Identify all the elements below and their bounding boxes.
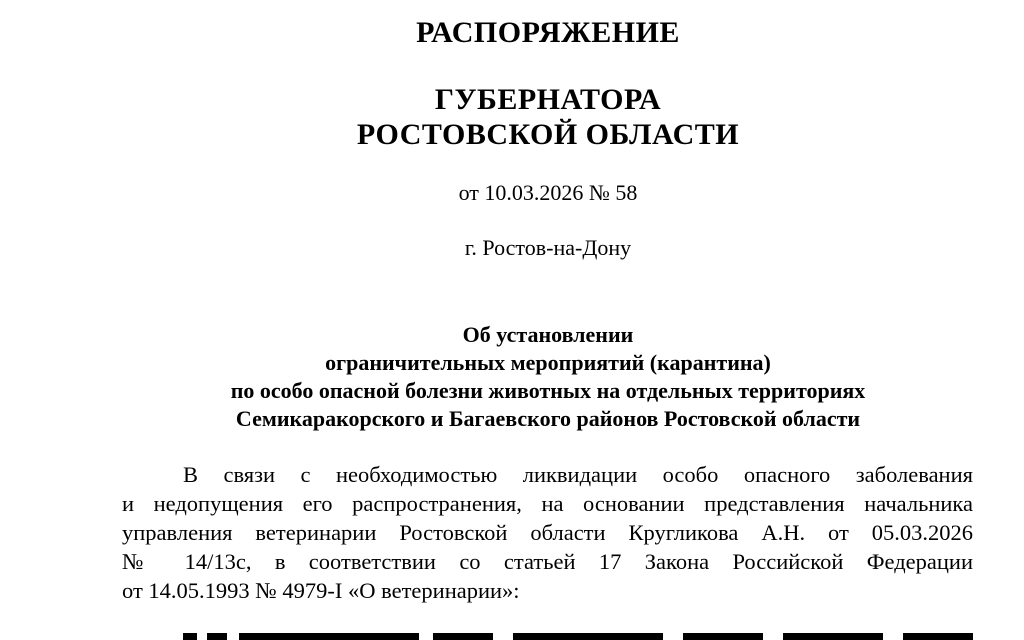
issuer-heading-line: РОСТОВСКОЙ ОБЛАСТИ bbox=[356, 118, 740, 151]
issuer-heading bbox=[0, 82, 1024, 152]
document-city: г. Ростов-на-Дону bbox=[464, 235, 632, 260]
body-line: и недопущения его распространения, на основании представления начальника bbox=[122, 491, 973, 516]
document-title bbox=[0, 321, 1024, 433]
document-type-heading: РАСПОРЯЖЕНИЕ bbox=[416, 16, 680, 49]
cropped-next-line bbox=[183, 625, 973, 640]
issuer-heading-line: ГУБЕРНАТОРА bbox=[434, 83, 662, 116]
body-line: № 14/13с, в соответствии со статьей 17 Закона Российской Федерации bbox=[122, 549, 973, 574]
body-line: В связи с необходимостью ликвидации особо опасного заболевания bbox=[183, 462, 973, 487]
document-date-number: от 10.03.2026 № 58 bbox=[458, 180, 638, 205]
body-line: от 14.05.1993 № 4979-I «О ветеринарии»: bbox=[122, 578, 520, 603]
body-line: управления ветеринарии Ростовской области Кругликова А.Н. от 05.03.2026 bbox=[122, 520, 973, 545]
document-title-line: ограничительных мероприятий (карантина) bbox=[325, 350, 771, 375]
document-body-paragraph bbox=[122, 460, 973, 605]
document-title-line: Семикаракорского и Багаевского районов Ростовской области bbox=[235, 406, 861, 431]
document-title-line: по особо опасной болезни животных на отдельных территориях bbox=[230, 378, 866, 403]
document-title-line: Об установлении bbox=[462, 322, 634, 347]
